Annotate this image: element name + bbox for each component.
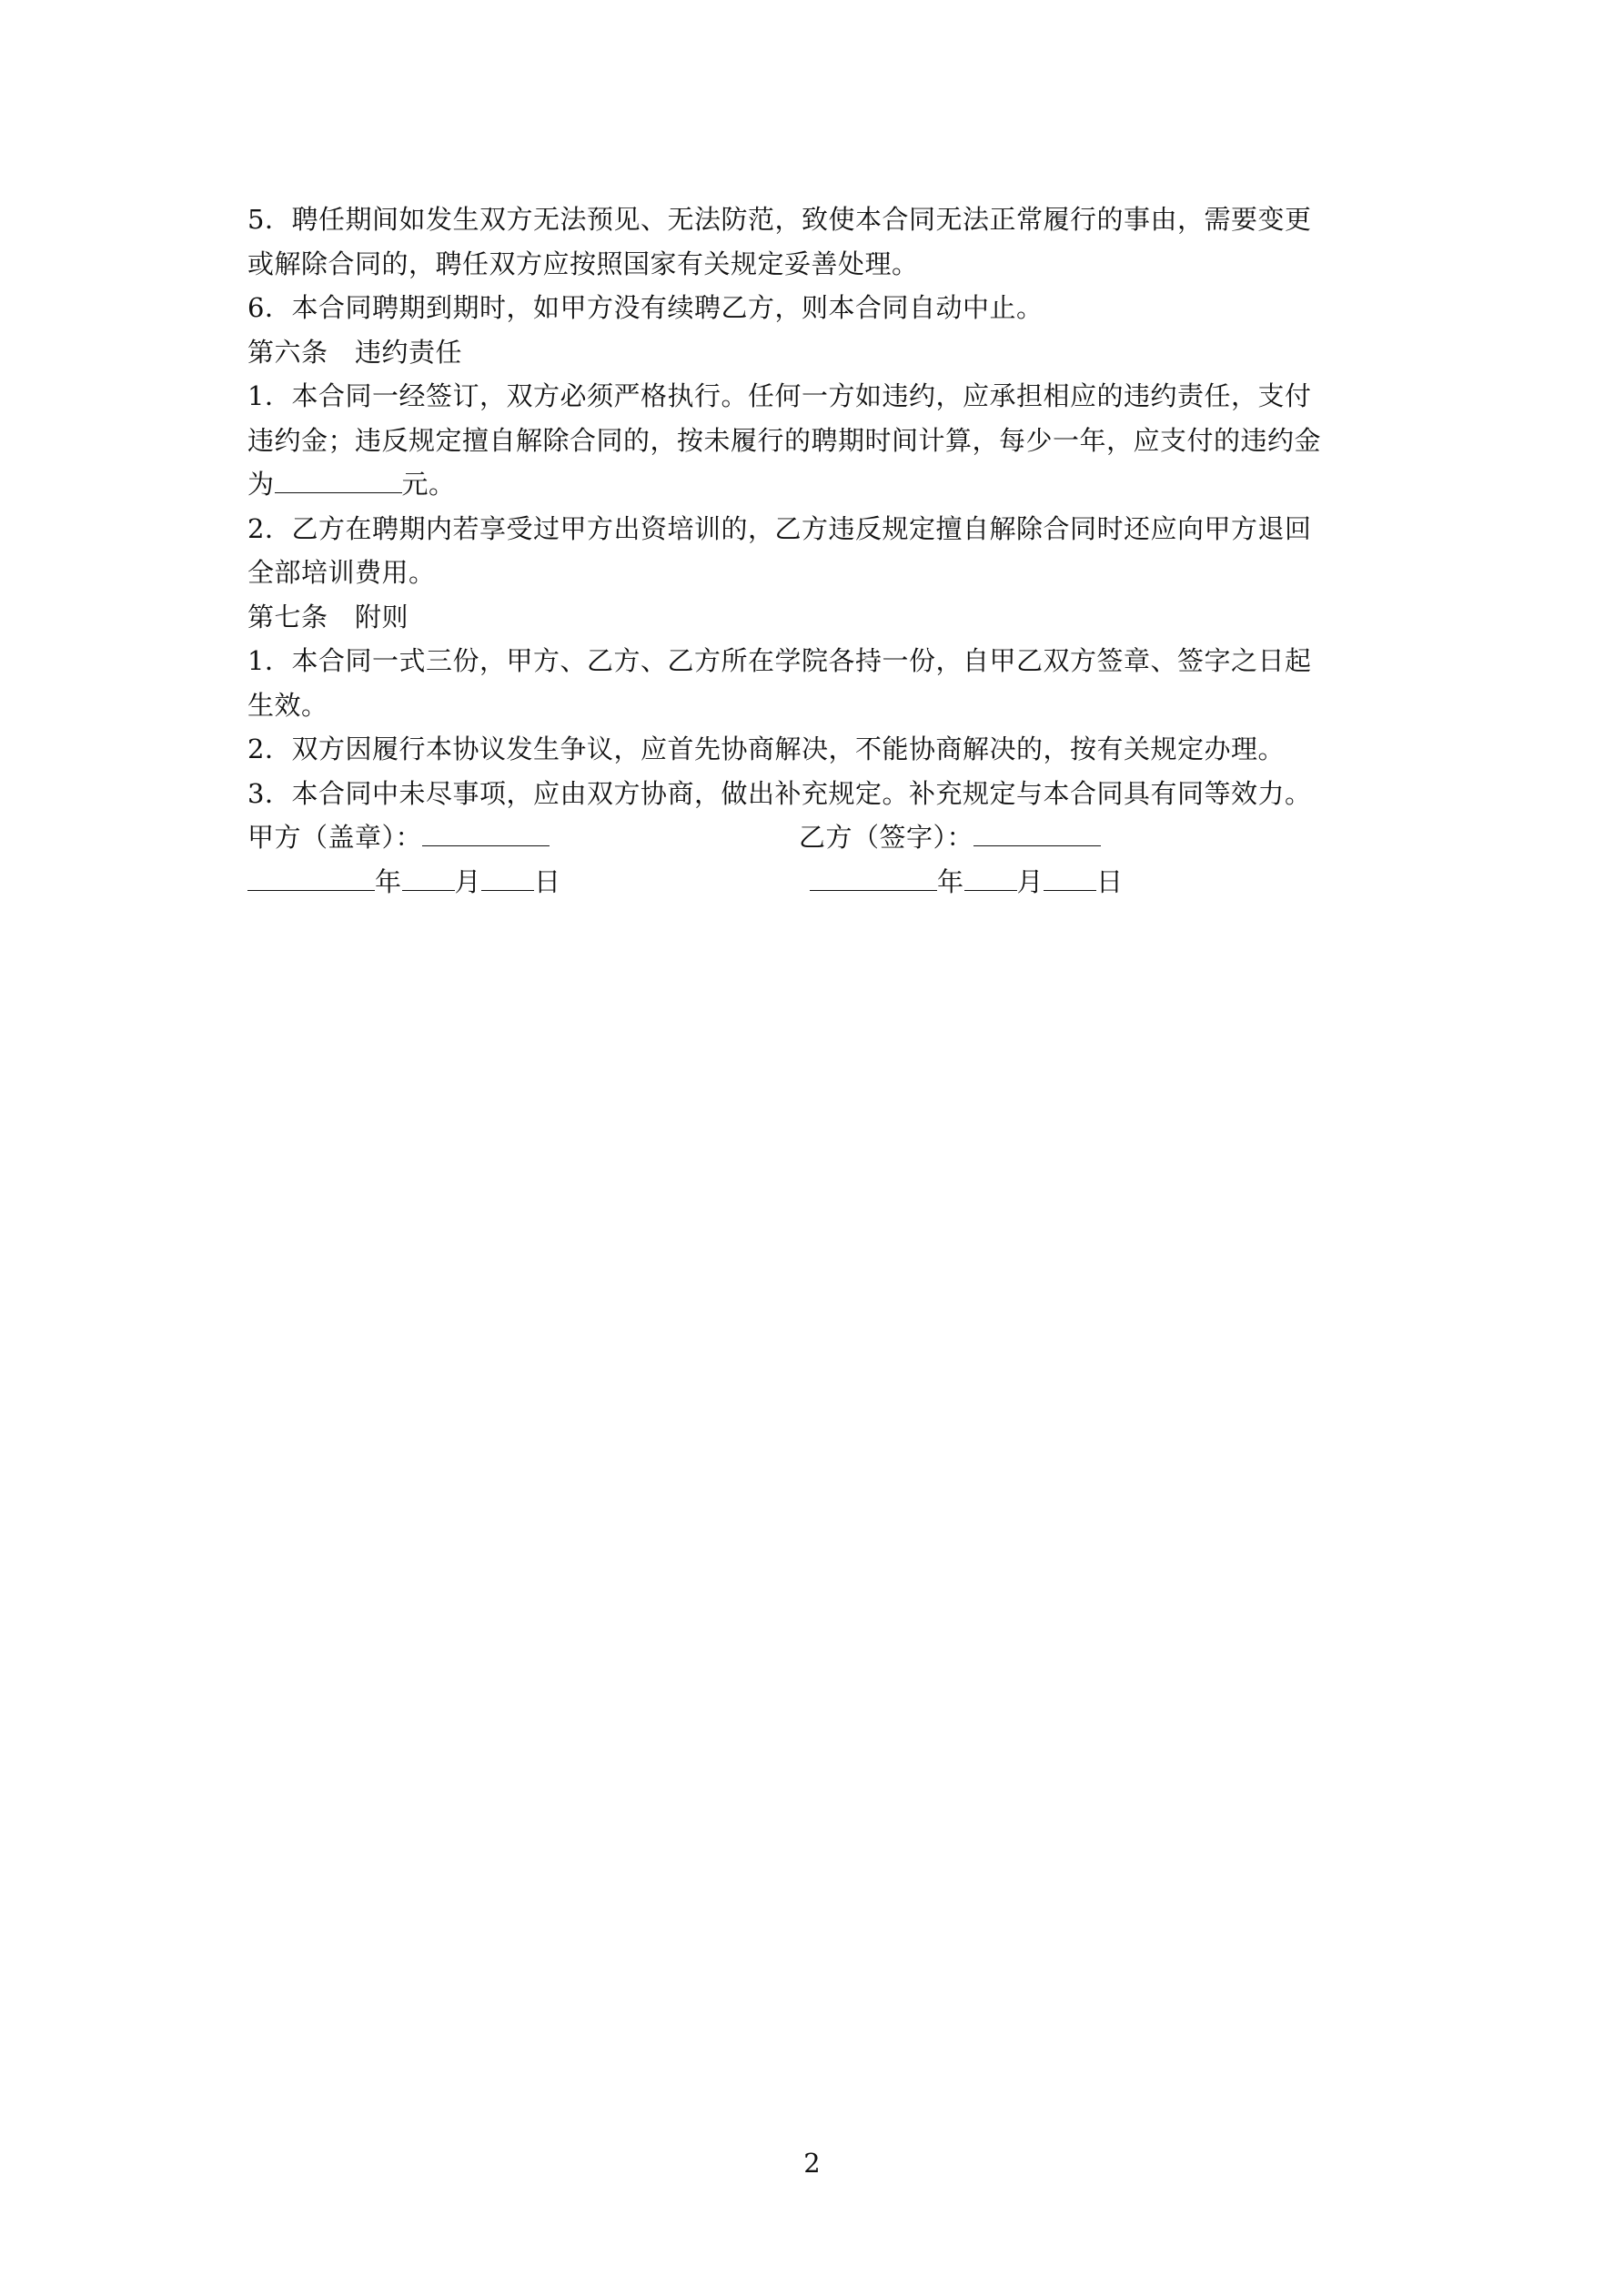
penalty-prefix: 为 (247, 469, 275, 500)
article-6-item-2-line-2: 全部培训费用。 (247, 557, 436, 588)
article-7-item-3: 3．本合同中未尽事项，应由双方协商，做出补充规定。补充规定与本合同具有同等效力。 (247, 777, 1312, 809)
party-a-day-label: 日 (534, 865, 561, 897)
party-b-day-blank (1044, 863, 1096, 891)
page-number: 2 (803, 2148, 821, 2179)
date-row (247, 860, 1385, 905)
party-b-month-blank (964, 863, 1017, 891)
party-a-month-blank (402, 863, 455, 891)
article-6-item-1-line-2: 违约金；违反规定擅自解除合同的，按未履行的聘期时间计算，每少一年，应支付的违约金 (247, 424, 1322, 456)
party-a-date (247, 860, 561, 905)
party-a-month-label: 月 (454, 865, 482, 897)
party-b-date (810, 860, 1124, 905)
party-b-signature (799, 815, 1101, 860)
party-b-year-label: 年 (937, 865, 964, 897)
party-b-label: 乙方（签字）： (799, 822, 974, 853)
article-7-item-1-line-2: 生效。 (247, 689, 328, 721)
article-6-item-1-line-1: 1．本合同一经签订，双方必须严格执行。任何一方如违约，应承担相应的违约责任，支付 (247, 380, 1312, 411)
party-a-day-blank (481, 863, 534, 891)
party-b-signature-blank (973, 818, 1101, 846)
article-6-heading: 第六条 违约责任 (247, 336, 463, 368)
article-7-item-1-line-1: 1．本合同一式三份，甲方、乙方、乙方所在学院各持一份，自甲乙双方签章、签字之日起 (247, 645, 1312, 676)
penalty-suffix: 元。 (401, 469, 456, 500)
penalty-amount-blank (275, 465, 402, 493)
signature-row (247, 815, 1385, 860)
article-6-item-1-line-3 (247, 462, 1385, 507)
article-7-heading: 第七条 附则 (247, 601, 409, 632)
party-a-signature (247, 815, 550, 860)
party-a-year-blank (247, 863, 375, 891)
article-6-item-2-line-1: 2．乙方在聘期内若享受过甲方出资培训的，乙方违反规定擅自解除合同时还应向甲方退回 (247, 512, 1312, 544)
party-a-signature-blank (422, 818, 550, 846)
item-6: 6．本合同聘期到期时，如甲方没有续聘乙方，则本合同自动中止。 (247, 292, 1044, 323)
item-5-line-2: 或解除合同的，聘任双方应按照国家有关规定妥善处理。 (247, 248, 919, 279)
party-a-year-label: 年 (375, 865, 402, 897)
party-a-label: 甲方（盖章）： (247, 822, 423, 853)
party-b-month-label: 月 (1016, 865, 1044, 897)
party-b-day-label: 日 (1096, 865, 1124, 897)
party-b-year-blank (810, 863, 937, 891)
item-5-line-1: 5．聘任期间如发生双方无法预见、无法防范，致使本合同无法正常履行的事由，需要变更 (247, 204, 1312, 235)
document-body (247, 197, 1385, 904)
article-7-item-2: 2．双方因履行本协议发生争议，应首先协商解决，不能协商解决的，按有关规定办理。 (247, 733, 1285, 764)
